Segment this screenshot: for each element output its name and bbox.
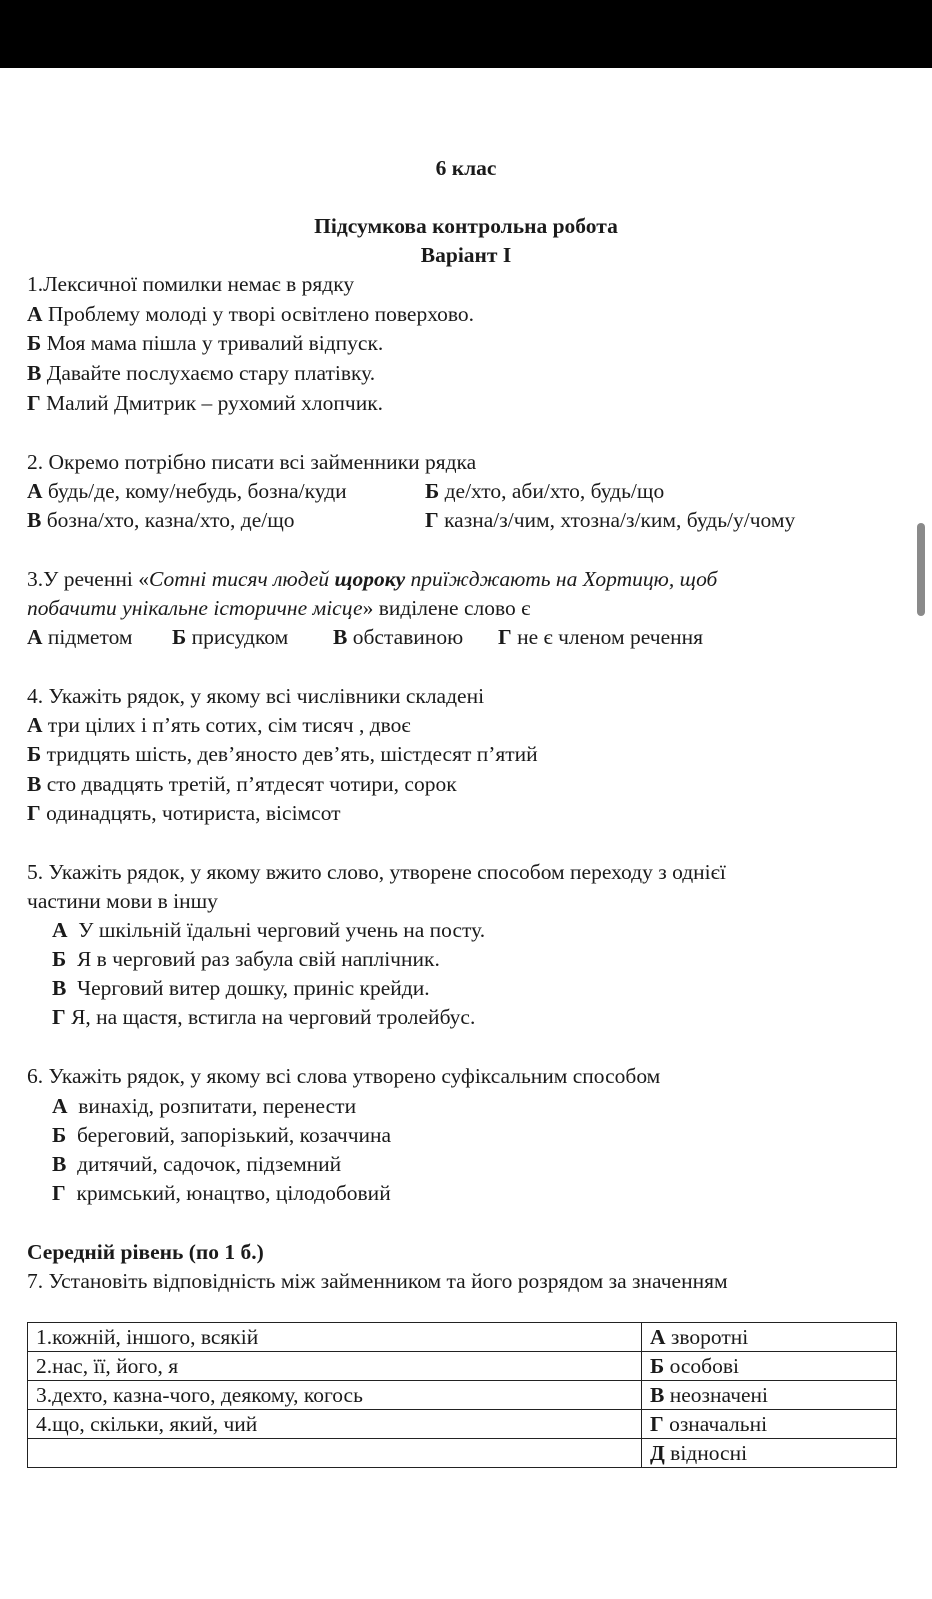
- q1-option-g: Г Малий Дмитрик – рухомий хлопчик.: [27, 391, 384, 415]
- q7-left-cell: 1.кожній, іншого, всякій: [28, 1323, 642, 1352]
- q2-option-g: Г казна/з/чим, хтозна/з/ким, будь/у/чому: [425, 508, 796, 532]
- q5-option-b: Б Я в черговий раз забула свій наплічник.: [52, 947, 440, 971]
- q1-option-b: Б Моя мама пішла у тривалий відпуск.: [27, 331, 384, 355]
- q7-right-cell: А зворотні: [642, 1323, 897, 1352]
- scrollbar-thumb[interactable]: [917, 523, 925, 616]
- q2-question: 2. Окремо потрібно писати всі займенники рядка: [27, 450, 477, 474]
- q5-option-v: В Черговий витер дошку, приніс крейди.: [52, 976, 430, 1000]
- q3-option-b: Б присудком: [172, 625, 289, 649]
- page-title: Підсумкова контрольна робота: [314, 214, 618, 238]
- q2-option-a: А будь/де, кому/небудь, бозна/куди: [27, 479, 347, 503]
- top-black-bar: [0, 0, 932, 68]
- q7-left-cell: [28, 1439, 642, 1468]
- q5-option-g: Г Я, на щастя, встигла на черговий тролейбус.: [52, 1005, 476, 1029]
- q5-question-line-2: частини мови в іншу: [27, 889, 218, 913]
- q7-right-cell: Г означальні: [642, 1410, 897, 1439]
- q7-right-cell: Д відносні: [642, 1439, 897, 1468]
- q6-option-b: Б береговий, запорізький, козаччина: [52, 1123, 392, 1147]
- q4-option-v: В сто двадцять третій, п’ятдесят чотири, сорок: [27, 772, 457, 796]
- q3-option-g: Г не є членом речення: [498, 625, 704, 649]
- q7-right-cell: Б особові: [642, 1352, 897, 1381]
- q3-option-a: А підметом: [27, 625, 133, 649]
- q1-question: 1.Лексичної помилки немає в рядку: [27, 272, 355, 296]
- q7-matching-table: [27, 1322, 897, 1468]
- q6-option-v: В дитячий, садочок, підземний: [52, 1152, 342, 1176]
- q2-option-v: В бозна/хто, казна/хто, де/що: [27, 508, 295, 532]
- table-row: [28, 1410, 897, 1439]
- q2-option-b: Б де/хто, аби/хто, будь/що: [425, 479, 665, 503]
- q4-option-g: Г одинадцять, чотириста, вісімсот: [27, 801, 341, 825]
- q6-option-g: Г кримський, юнацтво, цілодобовий: [52, 1181, 391, 1205]
- q4-option-a: А три цілих і п’ять сотих, сім тисяч , двоє: [27, 713, 411, 737]
- q3-question-line-2: побачити унікальне історичне місце» виділене слово є: [27, 596, 531, 620]
- section-level-heading: Середній рівень (по 1 б.): [27, 1240, 264, 1264]
- q3-question-line-1: 3.У реченні «Сотні тисяч людей щороку приїжджають на Хортицю, щоб: [27, 567, 718, 591]
- q5-option-a: А У шкільній їдальні черговий учень на посту.: [52, 918, 486, 942]
- q6-question: 6. Укажіть рядок, у якому всі слова утворено суфіксальним способом: [27, 1064, 661, 1088]
- q7-left-cell: 4.що, скільки, який, чий: [28, 1410, 642, 1439]
- table-row: [28, 1381, 897, 1410]
- q3-option-v: В обставиною: [333, 625, 464, 649]
- q7-left-cell: 3.дехто, казна-чого, деякому, когось: [28, 1381, 642, 1410]
- q7-right-cell: В неозначені: [642, 1381, 897, 1410]
- table-row: [28, 1323, 897, 1352]
- q3-highlighted-word: щороку: [334, 567, 406, 591]
- q1-option-a: А Проблему молоді у творі освітлено поверхово.: [27, 302, 475, 326]
- grade-heading: 6 клас: [435, 156, 497, 180]
- q6-option-a: А винахід, розпитати, перенести: [52, 1094, 357, 1118]
- q7-left-cell: 2.нас, її, його, я: [28, 1352, 642, 1381]
- variant-heading: Варіант І: [420, 243, 512, 267]
- q4-option-b: Б тридцять шість, дев’яносто дев’ять, шістдесят п’ятий: [27, 742, 538, 766]
- q7-question: 7. Установіть відповідність між займенником та його розрядом за значенням: [27, 1269, 728, 1293]
- table-row: [28, 1439, 897, 1468]
- q5-question-line-1: 5. Укажіть рядок, у якому вжито слово, утворене способом переходу з однієї: [27, 860, 726, 884]
- table-row: [28, 1352, 897, 1381]
- q4-question: 4. Укажіть рядок, у якому всі числівники складені: [27, 684, 485, 708]
- q1-option-v: В Давайте послухаємо стару платівку.: [27, 361, 376, 385]
